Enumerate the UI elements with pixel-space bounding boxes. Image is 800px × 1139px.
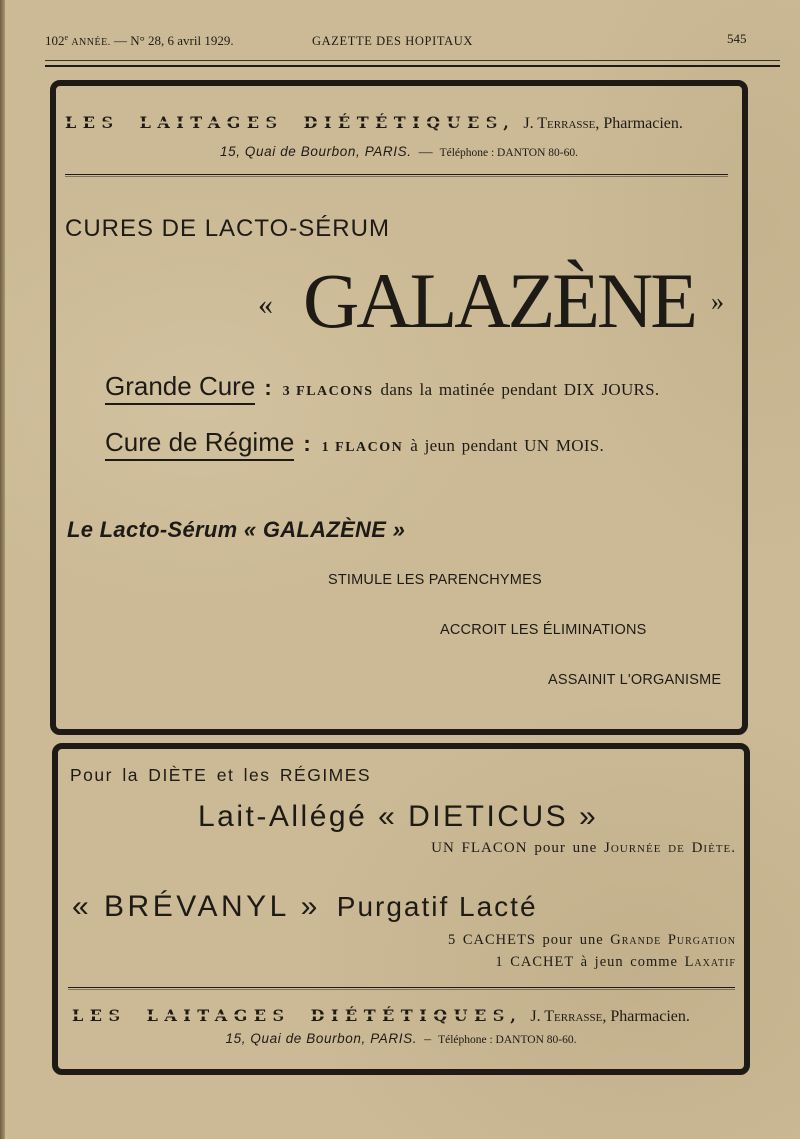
company-line <box>72 1005 690 1028</box>
company-phone: Téléphone : DANTON 80-60. <box>439 147 578 159</box>
product-open-quote: « <box>258 288 273 321</box>
usage-dose: 5 CACHETS <box>447 932 536 948</box>
usage-text: pour une <box>542 932 604 948</box>
product-name: GALAZÈNE <box>303 257 695 344</box>
pharmacist <box>530 1008 690 1025</box>
cure-dose: 1 FLACON <box>321 440 404 455</box>
company-brand: LES LAITAGES DIÉTÉTIQUES, <box>65 113 516 132</box>
ad-heading: CURES DE LACTO-SÉRUM <box>65 215 390 242</box>
pharmacist-title: Pharmacien. <box>603 115 683 132</box>
cure-item <box>105 428 604 463</box>
usage-purpose: Laxatif <box>684 954 736 970</box>
section-rule <box>65 174 728 175</box>
company-address: 15, Quai de Bourbon, PARIS. <box>220 144 412 159</box>
pharmacist-name: J. Terrasse, <box>523 115 600 132</box>
ad-intro: Pour la DIÈTE et les RÉGIMES <box>70 765 372 785</box>
address-separator: — <box>418 145 433 160</box>
galazene-advertisement <box>50 80 748 735</box>
pharmacist <box>523 115 683 132</box>
issue-details: — N° 28, 6 avril 1929. <box>113 33 234 48</box>
usage-purpose: Grande Purgation <box>610 932 736 948</box>
header-rule-thin <box>45 60 780 61</box>
company-phone: Téléphone : DANTON 80-60. <box>438 1034 577 1046</box>
brevanyl-usage <box>495 953 736 971</box>
issue-info <box>45 33 234 51</box>
address-separator: – <box>424 1032 432 1047</box>
usage-dose: 1 CACHET <box>495 954 574 970</box>
section-rule <box>68 987 735 988</box>
pharmacist-title: Pharmacien. <box>610 1008 690 1025</box>
cure-separator: : <box>264 375 272 400</box>
issue-ordinal: e <box>64 33 69 42</box>
page-edge <box>0 0 5 1139</box>
cure-name: Cure de Régime <box>105 428 294 461</box>
cure-separator: : <box>303 431 311 456</box>
dieticus-product-name: Lait-Allégé « DIETICUS » <box>198 800 599 833</box>
benefit-item: STIMULE LES PARENCHYMES <box>328 572 542 588</box>
cure-instructions: à jeun pendant UN MOIS. <box>410 436 605 455</box>
issue-label: ANNÉE. <box>71 37 111 48</box>
brevanyl-product-line <box>72 889 538 930</box>
usage-dose: UN FLACON <box>431 840 528 856</box>
usage-text: à jeun comme <box>580 954 678 970</box>
brevanyl-description: Purgatif Lacté <box>336 891 538 922</box>
cure-item <box>105 372 659 407</box>
header-rule-thick <box>45 65 780 67</box>
product-close-quote: » <box>711 287 724 316</box>
company-address-line <box>56 143 742 162</box>
brevanyl-product-name: « BRÉVANYL » <box>72 890 321 923</box>
brevanyl-usage <box>448 931 736 949</box>
dieticus-usage <box>431 839 736 857</box>
usage-period: Journée de Diète. <box>603 840 736 856</box>
cure-dose: 3 FLACONS <box>282 384 374 399</box>
usage-text: pour une <box>534 840 598 856</box>
issue-number: 102 <box>45 33 65 48</box>
pharmacist-name: J. Terrasse, <box>530 1008 607 1025</box>
company-line <box>65 112 683 135</box>
product-tagline: Le Lacto-Sérum « GALAZÈNE » <box>67 517 406 542</box>
company-address-line <box>58 1030 744 1049</box>
company-address: 15, Quai de Bourbon, PARIS. <box>225 1031 418 1046</box>
cure-name: Grande Cure <box>105 372 255 405</box>
page-number: 545 <box>727 31 747 46</box>
journal-title: GAZETTE DES HOPITAUX <box>312 34 473 48</box>
company-brand: LES LAITAGES DIÉTÉTIQUES, <box>72 1006 523 1025</box>
cure-instructions: dans la matinée pendant DIX JOURS. <box>380 380 660 399</box>
benefit-item: ASSAINIT L'ORGANISME <box>548 672 722 688</box>
benefit-item: ACCROIT LES ÉLIMINATIONS <box>440 622 647 638</box>
dieticus-brevanyl-advertisement <box>52 743 750 1075</box>
